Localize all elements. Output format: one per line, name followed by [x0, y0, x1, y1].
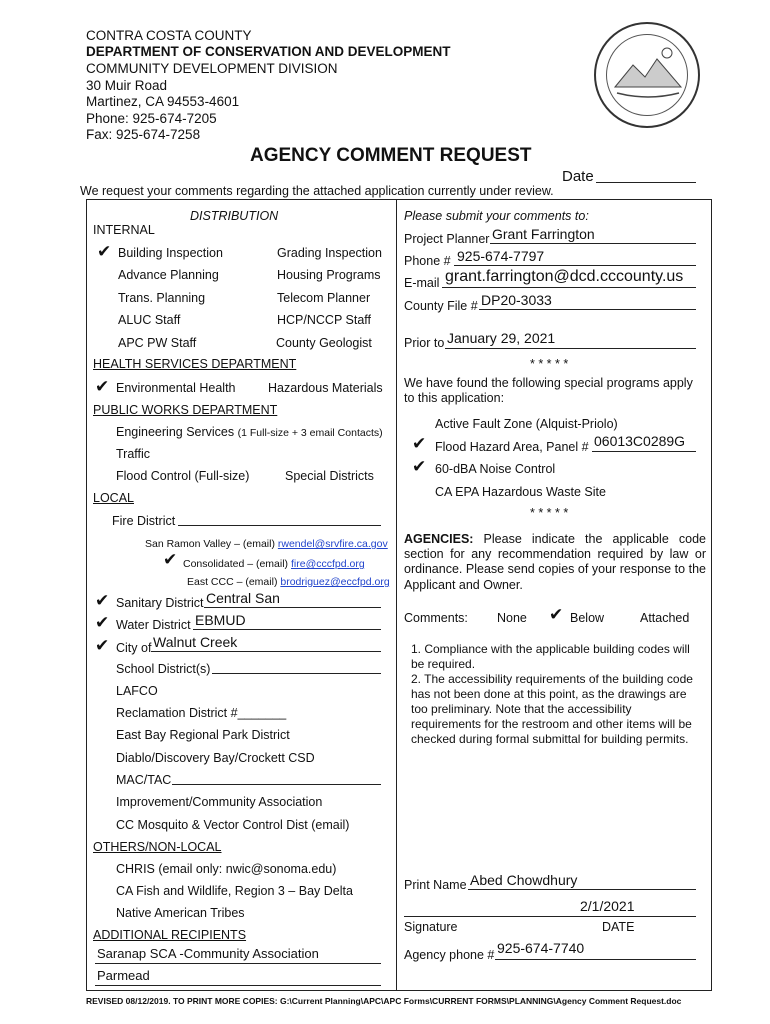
traffic-label: Traffic [116, 447, 151, 461]
recipient-2: Parmead [97, 968, 150, 983]
consolidated-row [183, 558, 365, 570]
prior-to-field[interactable] [445, 348, 696, 349]
others-heading: OTHERS/NON-LOCAL [93, 840, 222, 854]
trans-planning-label: Trans. Planning [118, 291, 206, 305]
phone-field[interactable] [454, 265, 696, 266]
flood-hazard-label: Flood Hazard Area, Panel # [435, 440, 589, 454]
internal-heading: INTERNAL [93, 223, 155, 237]
special-programs-text: We have found the following special programs apply to this application: [404, 376, 693, 405]
county-file-value: DP20-3033 [481, 292, 552, 308]
comments-below-label: Below [570, 611, 605, 625]
east-ccc-email-link[interactable]: brodriguez@eccfpd.org [280, 576, 390, 588]
agency-phone-field[interactable] [495, 959, 696, 960]
east-ccc-row [187, 576, 390, 588]
phone-label: Phone # [404, 254, 451, 268]
agencies-bold-label: AGENCIES: [404, 532, 474, 546]
san-ramon-row [145, 538, 388, 550]
signature-label: Signature [404, 920, 458, 934]
water-district-check-icon[interactable]: ✔ [95, 613, 110, 632]
hazardous-materials-label: Hazardous Materials [268, 381, 383, 395]
mac-tac-field[interactable] [172, 784, 381, 785]
sanitary-district-field[interactable] [204, 607, 381, 608]
flood-control-label: Flood Control (Full-size) [116, 469, 250, 483]
improvement-association-label: Improvement/Community Association [116, 795, 323, 809]
school-district-field[interactable] [212, 673, 381, 674]
water-district-value: EBMUD [195, 612, 246, 628]
comments-attached-label: Attached [640, 611, 690, 625]
recipient-1: Saranap SCA -Community Association [97, 946, 319, 961]
telecom-planner-label: Telecom Planner [277, 291, 371, 305]
water-district-field[interactable] [193, 629, 381, 630]
building-inspection-label: Building Inspection [118, 246, 223, 260]
sanitary-district-check-icon[interactable]: ✔ [95, 591, 110, 610]
agency-phone-value: 925-674-7740 [497, 940, 585, 956]
fish-wildlife-label: CA Fish and Wildlife, Region 3 – Bay Delta [116, 884, 353, 898]
noise-control-label: 60-dBA Noise Control [435, 462, 556, 476]
ebrpd-label: East Bay Regional Park District [116, 728, 290, 742]
email-field[interactable] [442, 287, 696, 288]
comments-label: Comments: [404, 611, 468, 625]
housing-programs-label: Housing Programs [277, 268, 381, 282]
lafco-label: LAFCO [116, 684, 158, 698]
sanitary-district-label: Sanitary District [116, 596, 204, 610]
fire-district-field[interactable] [178, 525, 381, 526]
special-districts-label: Special Districts [285, 469, 374, 483]
county-seal-image [594, 22, 700, 128]
division-name: COMMUNITY DEVELOPMENT DIVISION [86, 61, 338, 76]
prior-to-label: Prior to [404, 336, 445, 350]
consolidated-email-link[interactable]: fire@cccfpd.org [290, 558, 365, 570]
county-name: CONTRA COSTA COUNTY [86, 28, 252, 43]
flood-panel-field[interactable] [592, 451, 696, 452]
project-planner-label: Project Planner [404, 232, 490, 246]
apc-pw-staff-label: APC PW Staff [118, 336, 197, 350]
comments-below-check-icon[interactable]: ✔ [549, 605, 564, 624]
county-file-label: County File # [404, 299, 478, 313]
environmental-health-check-icon[interactable]: ✔ [95, 377, 110, 396]
submit-instructions: Please submit your comments to: [404, 209, 589, 223]
fault-zone-label: Active Fault Zone (Alquist-Priolo) [435, 417, 618, 431]
agencies-instructions [404, 532, 706, 593]
project-planner-value: Grant Farrington [492, 226, 595, 242]
date-caption-label: DATE [602, 920, 635, 934]
address-line-2: Martinez, CA 94553-4601 [86, 94, 240, 109]
aluc-staff-label: ALUC Staff [118, 313, 181, 327]
county-file-field[interactable] [479, 309, 696, 310]
separator-stars-1: * * * * * [530, 357, 569, 371]
mosquito-district-label: CC Mosquito & Vector Control Dist (email) [116, 818, 350, 832]
seal-landscape-icon [607, 35, 689, 117]
fire-district-label: Fire District [112, 514, 176, 528]
project-planner-field[interactable] [490, 243, 696, 244]
agencies-text: Please indicate the applicable code section for any recommendation required by law or ordinance. Please send copies of your response to the Applicant and Owner. [404, 532, 706, 592]
revision-footer: REVISED 08/12/2019. TO PRINT MORE COPIES: G:\Current Planning\APC\APC Forms\CURRENT FORMS\PLANNING\Agency Comment Request.doc [86, 996, 682, 1006]
additional-recipients-heading: ADDITIONAL RECIPIENTS [93, 928, 247, 942]
intro-text: We request your comments regarding the attached application currently under review. [80, 184, 554, 198]
flood-panel-value: 06013C0289G [594, 433, 686, 449]
engineering-services-note: (1 Full-size + 3 email Contacts) [237, 427, 383, 439]
email-value: grant.farrington@dcd.cccounty.us [445, 268, 684, 285]
recipient-2-field[interactable] [95, 985, 381, 986]
comments-none-label: None [497, 611, 527, 625]
page-title: AGENCY COMMENT REQUEST [250, 145, 532, 166]
recipient-1-field[interactable] [95, 963, 381, 964]
native-tribes-label: Native American Tribes [116, 906, 245, 920]
flood-hazard-check-icon[interactable]: ✔ [412, 434, 427, 453]
school-district-label: School District(s) [116, 662, 211, 676]
engineering-services-text: Engineering Services [116, 425, 235, 439]
county-geologist-label: County Geologist [276, 336, 372, 350]
engineering-services-label [116, 425, 383, 439]
local-heading: LOCAL [93, 491, 134, 505]
diablo-csd-label: Diablo/Discovery Bay/Crockett CSD [116, 751, 315, 765]
sanitary-district-value: Central San [206, 590, 280, 606]
department-name: DEPARTMENT OF CONSERVATION AND DEVELOPMENT [86, 44, 451, 59]
building-inspection-check-icon[interactable]: ✔ [97, 242, 112, 261]
signature-date-value: 2/1/2021 [580, 898, 635, 914]
consolidated-prefix: Consolidated – (email) [183, 558, 289, 570]
public-works-heading: PUBLIC WORKS DEPARTMENT [93, 403, 278, 417]
hcp-staff-label: HCP/NCCP Staff [277, 313, 372, 327]
hazardous-waste-label: CA EPA Hazardous Waste Site [435, 485, 606, 499]
fax-line: Fax: 925-674-7258 [86, 127, 201, 142]
column-divider [396, 199, 397, 991]
advance-planning-label: Advance Planning [118, 268, 219, 282]
print-name-label: Print Name [404, 878, 467, 892]
consolidated-check-icon[interactable]: ✔ [163, 550, 178, 569]
signature-field[interactable] [404, 916, 696, 917]
comment-body: 1. Compliance with the applicable building codes will be required. 2. The accessibility requirements of the building code has not been done at this point, as the drawings are too preliminary. Note that the accessibility requirements for the restroom and other items will be checked during formal submittal for building permits. [411, 642, 693, 746]
phone-value: 925-674-7797 [457, 248, 545, 264]
address-line-1: 30 Muir Road [86, 78, 168, 93]
date-field[interactable] [596, 182, 696, 183]
east-ccc-prefix: East CCC – (email) [187, 576, 278, 588]
environmental-health-label: Environmental Health [116, 381, 236, 395]
mac-tac-label: MAC/TAC [116, 773, 172, 787]
city-label: City of [116, 641, 152, 655]
city-value: Walnut Creek [153, 634, 238, 650]
health-services-heading: HEALTH SERVICES DEPARTMENT [93, 357, 297, 371]
reclamation-district-label: Reclamation District #_______ [116, 706, 287, 720]
date-label: Date [562, 168, 594, 185]
noise-control-check-icon[interactable]: ✔ [412, 457, 427, 476]
prior-to-value: January 29, 2021 [447, 330, 556, 346]
email-label: E-mail [404, 276, 440, 290]
chris-label: CHRIS (email only: nwic@sonoma.edu) [116, 862, 337, 876]
separator-stars-2: * * * * * [530, 506, 569, 520]
print-name-value: Abed Chowdhury [470, 872, 578, 888]
phone-line: Phone: 925-674-7205 [86, 111, 217, 126]
water-district-label: Water District [116, 618, 191, 632]
city-field[interactable] [151, 651, 381, 652]
san-ramon-prefix: San Ramon Valley – (email) [145, 538, 275, 550]
agency-phone-label: Agency phone # [404, 948, 495, 962]
san-ramon-email-link[interactable]: rwendel@srvfire.ca.gov [277, 538, 388, 550]
distribution-heading: DISTRIBUTION [190, 209, 279, 223]
city-check-icon[interactable]: ✔ [95, 636, 110, 655]
grading-inspection-label: Grading Inspection [277, 246, 382, 260]
seal-inner-ring [606, 34, 688, 116]
print-name-field[interactable] [468, 889, 696, 890]
